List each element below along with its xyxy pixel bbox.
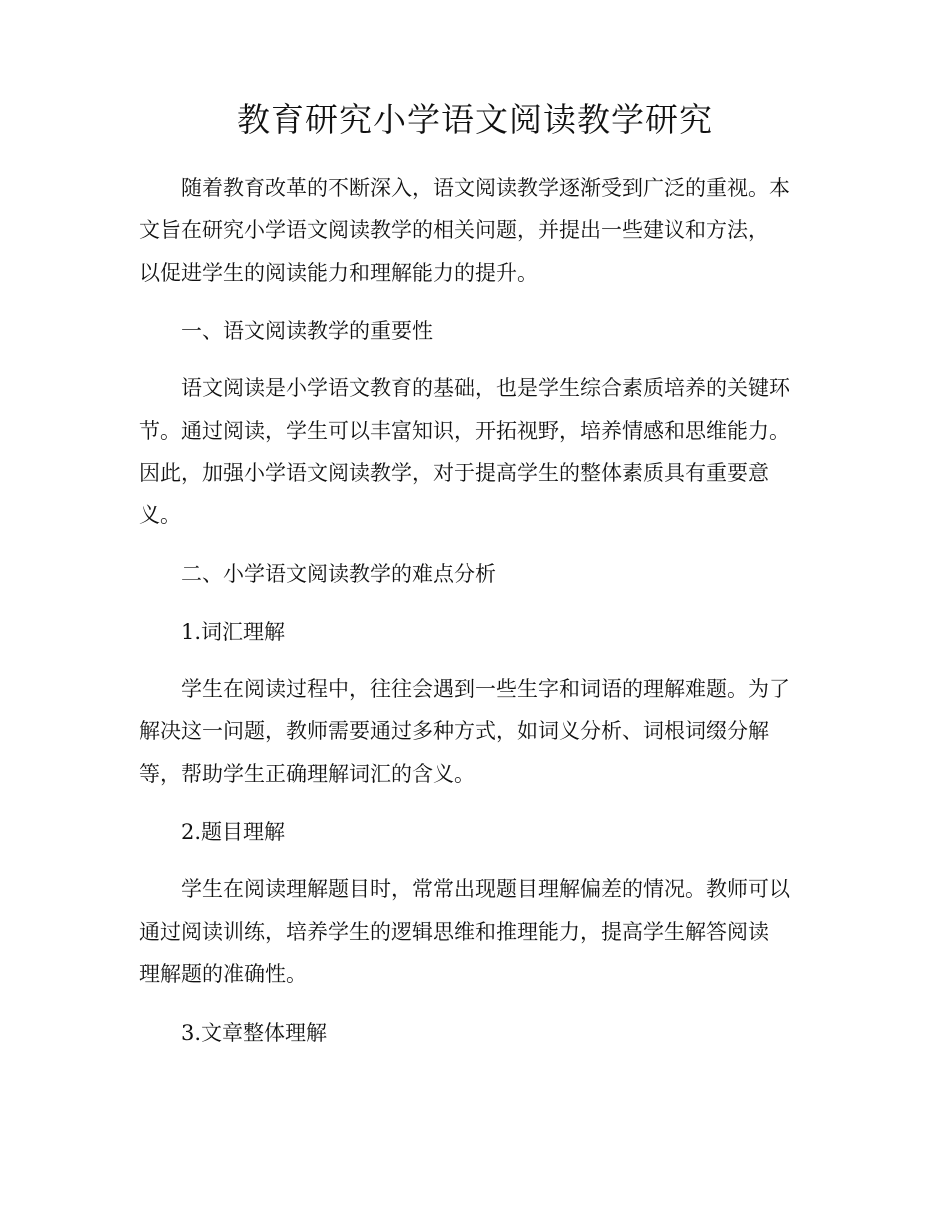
paragraph-vocabulary-line-2: 解决这一问题，教师需要通过多种方式，如词义分析、词根词缀分解 [139, 719, 769, 743]
subheading-question: 2.题目理解 [139, 820, 286, 844]
paragraph-importance-line-3: 因此，加强小学语文阅读教学，对于提高学生的整体素质具有重要意 [139, 461, 769, 485]
subheading-article: 3.文章整体理解 [139, 1021, 328, 1045]
paragraph-intro-line-1: 随着教育改革的不断深入，语文阅读教学逐渐受到广泛的重视。本 [139, 176, 790, 200]
document-title: 教育研究小学语文阅读教学研究 [237, 100, 713, 139]
paragraph-question-line-3: 理解题的准确性。 [139, 962, 307, 986]
paragraph-importance-line-1: 语文阅读是小学语文教育的基础，也是学生综合素质培养的关键环 [139, 376, 790, 400]
paragraph-question-line-1: 学生在阅读理解题目时，常常出现题目理解偏差的情况。教师可以 [139, 877, 790, 901]
section-heading-2: 二、小学语文阅读教学的难点分析 [139, 562, 496, 586]
paragraph-question-line-2: 通过阅读训练，培养学生的逻辑思维和推理能力，提高学生解答阅读 [139, 920, 769, 944]
section-heading-1: 一、语文阅读教学的重要性 [139, 319, 433, 343]
paragraph-vocabulary-line-3: 等，帮助学生正确理解词汇的含义。 [139, 762, 475, 786]
paragraph-intro-line-3: 以促进学生的阅读能力和理解能力的提升。 [139, 261, 538, 285]
paragraph-importance-line-2: 节。通过阅读，学生可以丰富知识，开拓视野，培养情感和思维能力。 [139, 419, 790, 443]
paragraph-vocabulary-line-1: 学生在阅读过程中，往往会遇到一些生字和词语的理解难题。为了 [139, 677, 790, 701]
paragraph-intro-line-2: 文旨在研究小学语文阅读教学的相关问题，并提出一些建议和方法， [139, 218, 769, 242]
paragraph-importance-line-4: 义。 [139, 503, 181, 527]
subheading-vocabulary: 1.词汇理解 [139, 620, 286, 644]
